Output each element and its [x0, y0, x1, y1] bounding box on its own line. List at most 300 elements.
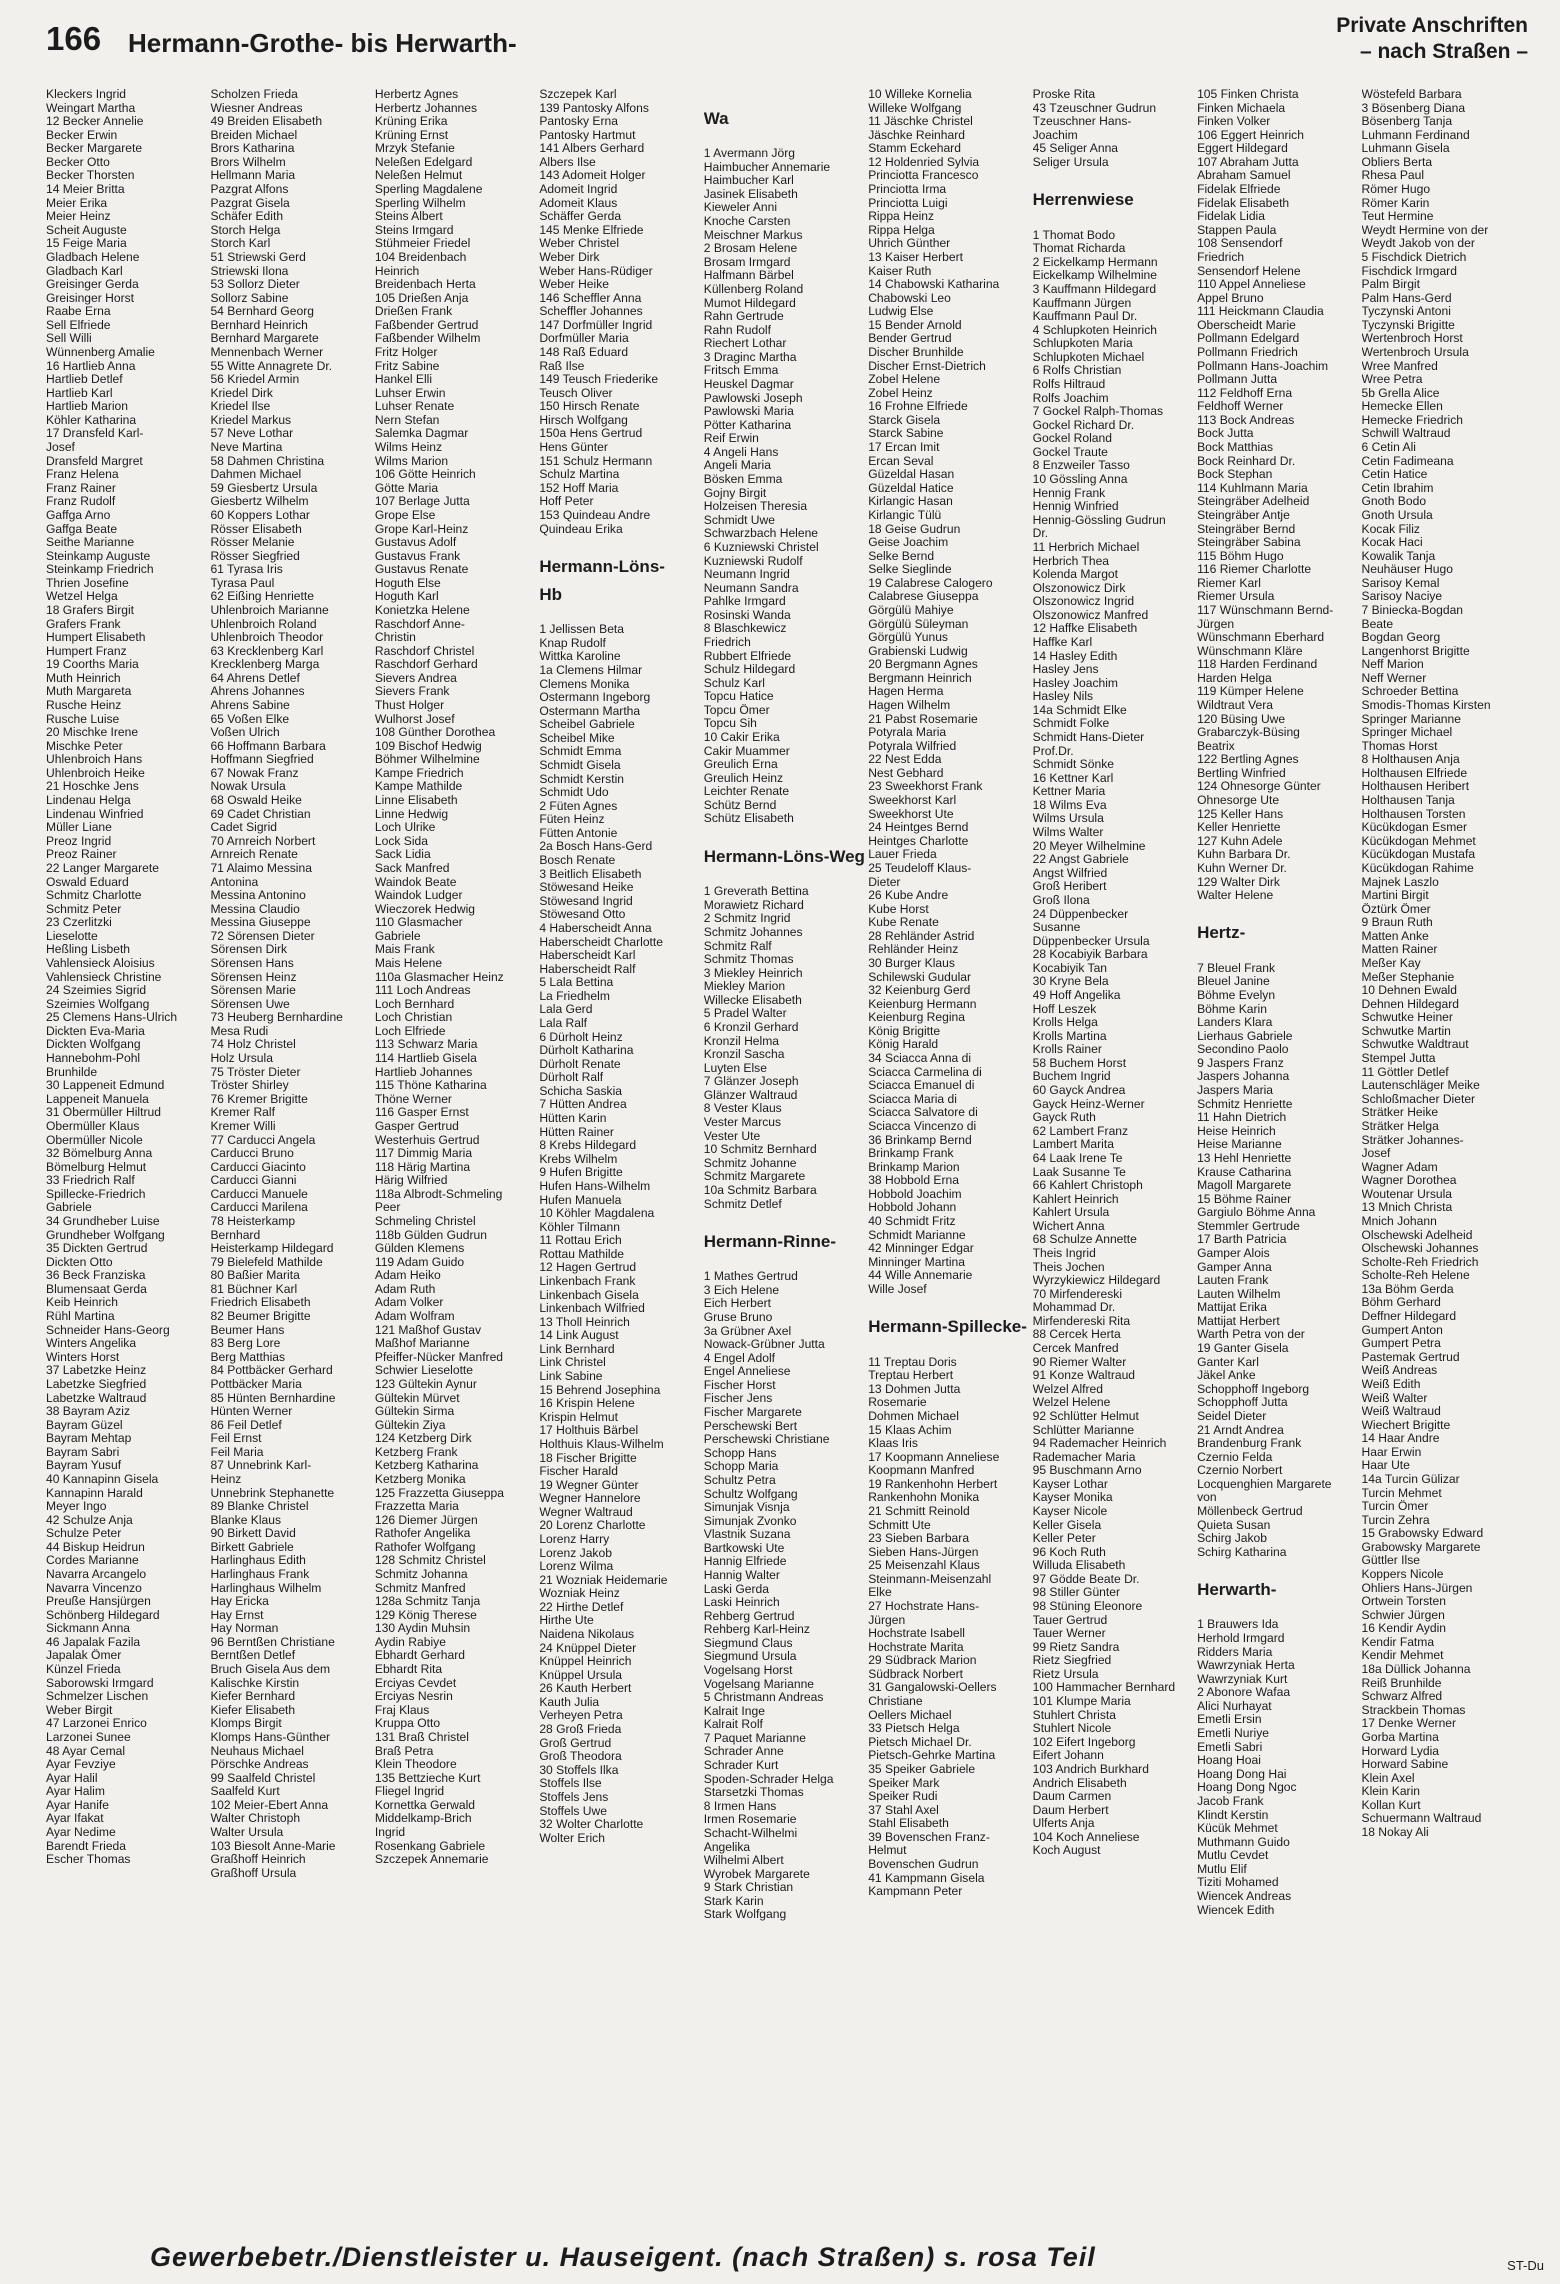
directory-entry: Schlütter Marianne [1032, 1423, 1135, 1437]
directory-entry: 63 Krecklenberg Karl [210, 644, 324, 658]
directory-entry: Gaffga Arno [46, 508, 111, 522]
directory-entry: Künzel Frieda [46, 1663, 121, 1677]
directory-entry: Escher Thomas [46, 1853, 131, 1867]
directory-entry: Sensendorf Helene [1197, 264, 1301, 278]
directory-entry: Schmidt Folke [1032, 717, 1110, 731]
directory-entry: 3 Bösenberg Diana [1361, 101, 1466, 115]
directory-entry: 83 Berg Lore [210, 1337, 281, 1351]
directory-entry: 16 Frohne Elfriede [868, 400, 968, 414]
directory-entry: Kornettka Gerwald [374, 1798, 476, 1812]
directory-entry: Rubbert Elfriede [703, 649, 792, 663]
directory-entry: Krolls Martina [1032, 1029, 1107, 1043]
directory-entry: 85 Hünten Bernhardine [210, 1391, 336, 1405]
directory-entry: Lauten Frank [1197, 1274, 1269, 1288]
directory-entry: 126 Diemer Jürgen [374, 1513, 478, 1527]
directory-entry: Tauer Gertrud [1032, 1613, 1108, 1627]
directory-entry: 19 Calabrese Calogero [868, 576, 993, 590]
directory-entry: Christin [374, 631, 416, 645]
directory-entry: Weydt Hermine von der [1361, 223, 1489, 237]
directory-entry: Turcin Ömer [1361, 1500, 1429, 1514]
directory-entry: 14 Link August [539, 1329, 619, 1343]
directory-entry: Hannig Elfriede [703, 1555, 787, 1569]
directory-entry: Pawlowski Maria [703, 405, 794, 419]
directory-entry: Hagen Wilhelm [868, 699, 951, 713]
directory-entry: Dr. [1032, 527, 1049, 541]
directory-entry: Oberscheidt Marie [1197, 318, 1296, 332]
directory-entry: 15 Grabowsky Edward [1361, 1527, 1484, 1541]
directory-entry: Turcin Zehra [1361, 1513, 1430, 1527]
directory-entry: Stark Wolfgang [703, 1908, 787, 1922]
directory-entry: Sörensen Hans [210, 957, 294, 970]
directory-entry: Lambert Marita [1032, 1138, 1114, 1152]
directory-entry: 26 Kauth Herbert [539, 1682, 632, 1696]
directory-entry: Feil Maria [210, 1445, 264, 1459]
directory-entry: 28 Rehländer Astrid [868, 929, 975, 943]
directory-entry: Güzeldal Hasan [868, 468, 955, 482]
directory-entry: 42 Minninger Edgar [868, 1242, 974, 1256]
directory-entry: 104 Breidenbach [374, 250, 467, 264]
directory-entry: 19 Coorths Maria [46, 658, 139, 672]
directory-entry: Weber Dirk [539, 250, 600, 264]
directory-entry: Hay Ericka [210, 1595, 269, 1609]
directory-entry: 6 Dürholt Heinz [539, 1030, 623, 1044]
directory-entry: Nowack-Grübner Jutta [703, 1338, 825, 1352]
directory-entry: Knüppel Heinrich [539, 1655, 632, 1669]
directory-entry [868, 1342, 1028, 1356]
directory-entry: Dahmen Michael [210, 468, 302, 482]
directory-entry: Schopphoff Jutta [1197, 1396, 1288, 1410]
directory-entry: 108 Günther Dorothea [374, 726, 496, 740]
directory-entry: Kalrait Inge [703, 1704, 765, 1718]
directory-entry: Keller Peter [1032, 1532, 1096, 1546]
directory-entry: Kuzniewski Rudolf [703, 554, 803, 568]
directory-entry: Finken Michaela [1197, 101, 1286, 115]
directory-entry: Emetli Ersin [1197, 1713, 1262, 1727]
directory-entry: 3 Miekley Heinrich [703, 966, 803, 980]
directory-entry: Dorfmüller Maria [539, 332, 629, 346]
directory-entry: 17 Ercan Imit [868, 441, 940, 455]
directory-entry: Waindok Ludger [374, 889, 463, 903]
directory-entry: Lappeneit Manuela [46, 1092, 149, 1106]
directory-entry: 33 Pietsch Helga [868, 1722, 960, 1736]
directory-entry: Grundheber Wolfgang [46, 1228, 165, 1242]
directory-entry: 117 Dimmig Maria [374, 1147, 473, 1161]
directory-entry: 9 Hufen Brigitte [539, 1166, 623, 1180]
directory-entry: Bayram Mehtap [46, 1432, 132, 1446]
directory-entry: Bock Matthias [1197, 441, 1274, 455]
directory-entry: Warth Petra von der [1197, 1328, 1305, 1342]
directory-entry: 25 Clemens Hans-Ulrich [46, 1011, 178, 1025]
directory-entry: Braß Petra [374, 1744, 434, 1758]
directory-entry: Secondino Paolo [1197, 1043, 1289, 1057]
directory-entry: Ohliers Hans-Jürgen [1361, 1581, 1473, 1595]
directory-entry: Wünnenberg Amalie [46, 345, 155, 359]
directory-entry: 17 Koopmann Anneliese [868, 1450, 1000, 1464]
directory-entry: Bartkowski Ute [703, 1541, 785, 1555]
directory-entry: Hünten Werner [210, 1405, 293, 1419]
directory-entry: Görgülü Mahiye [868, 603, 954, 617]
directory-entry: Härig Wilfried [374, 1174, 448, 1188]
directory-entry: Wilms Heinz [374, 441, 443, 455]
directory-entry: Kettner Maria [1032, 785, 1106, 799]
directory-entry: 12 Becker Annelie [46, 115, 144, 129]
directory-entry: Deffner Hildegard [1361, 1310, 1457, 1324]
directory-entry: Vester Ute [703, 1129, 761, 1143]
directory-entry: Sievers Andrea [374, 671, 457, 685]
directory-entry: Ayar Halil [46, 1771, 98, 1785]
directory-entry: Böhme Karin [1197, 1002, 1267, 1016]
directory-entry: 34 Sciacca Anna di [868, 1052, 972, 1066]
directory-entry: Rehberg Gertrud [703, 1609, 795, 1623]
directory-entry: Kube Renate [868, 916, 939, 930]
directory-entry: Sarisoy Naciye [1361, 590, 1443, 604]
directory-entry: Mumot Hildegard [703, 296, 796, 310]
directory-entry: Hennig Frank [1032, 486, 1106, 500]
directory-entry: 55 Witte Annagrete Dr. [210, 359, 333, 373]
directory-entry: Hirthe Ute [539, 1614, 594, 1628]
directory-entry: Oswald Eduard [46, 875, 129, 889]
directory-entry: Albers Ilse [539, 155, 596, 169]
directory-entry: Stempel Jutta [1361, 1052, 1436, 1066]
directory-entry: 65 Voßen Elke [210, 712, 290, 726]
directory-entry: Angelika [703, 1840, 751, 1854]
directory-entry [704, 134, 864, 148]
directory-entry: Raabe Erna [46, 305, 111, 319]
directory-entry: 114 Kuhlmann Maria [1197, 481, 1308, 495]
directory-entry: Humpert Elisabeth [46, 631, 146, 645]
directory-entry: Bergmann Heinrich [868, 671, 972, 685]
directory-entry: Heßling Lisbeth [46, 943, 131, 957]
directory-entry: Obliers Berta [1361, 155, 1433, 169]
directory-entry: 5 Christmann Andreas [703, 1691, 824, 1705]
directory-entry: Stahl Elisabeth [868, 1817, 949, 1831]
directory-column [46, 88, 210, 2214]
directory-entry: Linkenbach Gisela [539, 1288, 639, 1302]
directory-entry: Meier Heinz [46, 210, 111, 224]
directory-entry: 54 Bernhard Georg [210, 305, 314, 319]
directory-entry: Palm Hans-Gerd [1361, 291, 1452, 305]
directory-entry: Walter Helene [1197, 889, 1274, 903]
directory-entry: 111 Loch Andreas [374, 984, 471, 998]
directory-entry: Schlupkoten Maria [1032, 337, 1133, 351]
directory-entry: 13 Kaiser Herbert [868, 250, 963, 264]
directory-entry: Gockel Richard Dr. [1032, 418, 1135, 432]
directory-entry: Görgülü Yunus [868, 631, 948, 645]
directory-entry: 1 Thomat Bodo [1032, 228, 1116, 242]
directory-entry: Klomps Birgit [210, 1717, 282, 1731]
directory-entry: Aydin Rabiye [374, 1635, 446, 1649]
directory-entry: 8 Holthausen Anja [1361, 753, 1460, 767]
directory-entry: Wertenbroch Ursula [1361, 345, 1469, 359]
directory-entry: Schirg Katharina [1197, 1545, 1287, 1559]
directory-entry: Preoz Ingrid [46, 834, 112, 848]
directory-entry: Sarisoy Kemal [1361, 576, 1440, 590]
directory-entry: Dehnen Hildegard [1361, 997, 1459, 1011]
directory-entry: Schmitz Thomas [703, 953, 794, 967]
directory-entry: Haberscheidt Charlotte [539, 935, 664, 949]
directory-entry: Steins Albert [374, 210, 443, 224]
directory-entry: Gumpert Anton [1361, 1323, 1443, 1337]
directory-entry: Tauer Werner [1032, 1627, 1106, 1641]
directory-entry: Krüning Ernst [374, 128, 449, 142]
directory-entry: Adam Volker [374, 1296, 444, 1310]
directory-entry: Laski Gerda [703, 1582, 769, 1596]
directory-entry: 100 Hammacher Bernhard [1032, 1681, 1176, 1695]
directory-entry: 22 Angst Gabriele [1032, 853, 1129, 867]
directory-entry: 96 Koch Ruth [1032, 1545, 1106, 1559]
directory-entry: Leichter Renate [703, 785, 790, 799]
directory-entry [704, 1211, 864, 1225]
directory-entry [704, 1257, 864, 1271]
directory-entry: 149 Teusch Friederike [539, 373, 659, 387]
directory-entry: Stöwesand Heike [539, 881, 634, 895]
directory-entry: Gnoth Ursula [1361, 508, 1433, 522]
directory-entry: 102 Meier-Ebert Anna [210, 1798, 329, 1812]
directory-entry: 8 Vester Klaus [703, 1102, 782, 1116]
directory-entry: Saborowski Irmgard [46, 1676, 154, 1690]
directory-entry: Sciacca Vincenzo di [868, 1119, 977, 1133]
directory-entry: 147 Dorfmüller Ingrid [539, 318, 653, 332]
directory-entry: 26 Kube Andre [868, 889, 949, 903]
directory-entry: Stark Karin [703, 1894, 764, 1908]
directory-entry: 8 Blaschkewicz [703, 622, 787, 636]
directory-entry: Hirsch Wolfgang [539, 413, 628, 427]
directory-entry: Fliegel Ingrid [374, 1785, 445, 1799]
directory-entry: 97 Gödde Beate Dr. [1032, 1572, 1140, 1586]
directory-entry: 10 Willeke Kornelia [868, 88, 972, 101]
directory-entry: Wünschmann Kläre [1197, 644, 1303, 658]
directory-entry: Grope Else [374, 508, 436, 522]
directory-entry: 1 Brauwers Ida [1197, 1618, 1279, 1632]
directory-entry: Quieta Susan [1197, 1518, 1271, 1532]
directory-entry: Hütten Rainer [539, 1125, 614, 1139]
directory-entry: 3 Beitlich Elisabeth [539, 867, 642, 881]
directory-entry: Friedrich [1197, 250, 1245, 264]
directory-entry: 32 Wolter Charlotte [539, 1818, 644, 1832]
directory-entry: Harlinghaus Edith [210, 1554, 306, 1568]
directory-entry: Voßen Ulrich [210, 726, 280, 740]
directory-entry: 10a Schmitz Barbara [703, 1183, 817, 1197]
directory-entry: Holthuis Klaus-Wilhelm [539, 1437, 664, 1451]
directory-entry: Gayck Ruth [1032, 1111, 1096, 1125]
directory-entry: Schmidt Sönke [1032, 758, 1114, 772]
directory-entry: Bender Gertrud [868, 332, 952, 346]
directory-entry: Gustavus Adolf [374, 536, 457, 550]
directory-entry: 18 Nokay Ali [1361, 1826, 1429, 1839]
directory-entry: Fischer Harald [539, 1465, 618, 1479]
directory-entry: Weiß Waltraud [1361, 1405, 1441, 1419]
directory-entry: Steinmann-Meisenzahl [868, 1572, 992, 1586]
directory-entry: Loch Bernhard [374, 997, 455, 1011]
directory-entry: 12 Hagen Gertrud [539, 1261, 637, 1275]
directory-entry: Groß Heribert [1032, 880, 1107, 894]
street-heading: Hertz- [1197, 923, 1246, 943]
directory-entry: 18 Fischer Brigitte [539, 1451, 637, 1465]
directory-entry: Keib Heinrich [46, 1296, 118, 1310]
directory-entry: Hennig-Gössling Gudrun [1032, 513, 1166, 527]
directory-entry: Meischner Markus [703, 228, 803, 242]
directory-entry: Holthausen Torsten [1361, 807, 1466, 821]
directory-entry: Schäffer Gerda [539, 210, 622, 224]
directory-entry: Heise Heinrich [1197, 1124, 1276, 1138]
directory-entry: Mais Frank [374, 943, 435, 957]
street-heading: Hb [539, 584, 562, 604]
directory-entry: Krause Catharina [1197, 1165, 1292, 1179]
directory-entry: Lauer Frieda [868, 848, 937, 862]
page-header [0, 0, 1560, 82]
directory-entry: Hasley Jens [1032, 663, 1099, 677]
directory-entry: 107 Abraham Jutta [1197, 155, 1299, 169]
directory-entry: Storch Karl [210, 237, 271, 251]
directory-entry: Carducci Giacinto [210, 1160, 306, 1174]
directory-entry: 3 Draginc Martha [703, 350, 797, 364]
directory-entry: Ercan Seval [868, 454, 934, 468]
directory-entry: Schicha Saskia [539, 1084, 622, 1098]
directory-entry: Peer [374, 1201, 401, 1215]
directory-entry: Koppers Nicole [1361, 1568, 1444, 1582]
directory-entry: Kube Horst [868, 902, 929, 916]
directory-entry: Kronzil Sascha [703, 1048, 785, 1062]
directory-entry: Strackbein Thomas [1361, 1703, 1466, 1717]
directory-entry: Mischke Peter [46, 739, 123, 753]
directory-entry: Humpert Franz [46, 644, 127, 658]
directory-entry: Hufen Hans-Wilhelm [539, 1179, 651, 1193]
directory-entry: 7 Paquet Marianne [703, 1731, 806, 1745]
directory-entry: Fritz Holger [374, 345, 438, 359]
directory-entry: Kiefer Elisabeth [210, 1703, 296, 1717]
directory-entry: Scheibel Mike [539, 731, 615, 745]
directory-entry: 5 Pradel Walter [703, 1007, 787, 1021]
directory-entry: Cetin Fadimeana [1361, 454, 1454, 468]
directory-entry: Simunjak Visnja [703, 1501, 790, 1515]
directory-entry: 114 Hartlieb Gisela [374, 1052, 477, 1066]
directory-entry: 2 Brosam Helene [703, 242, 798, 256]
directory-entry: Kauffmann Jürgen [1032, 296, 1132, 310]
directory-entry: Gockel Traute [1032, 445, 1108, 459]
directory-entry: Keller Gisela [1032, 1518, 1102, 1532]
directory-entry: Welzel Helene [1032, 1396, 1111, 1410]
directory-entry: 123 Gültekin Aynur [374, 1377, 477, 1391]
directory-entry: Irmen Rosemarie [703, 1813, 797, 1827]
directory-entry: Erciyas Nesrin [374, 1690, 453, 1704]
directory-entry: Hasley Nils [1032, 690, 1094, 704]
directory-entry: Scheffler Johannes [539, 305, 643, 319]
directory-entry: 70 Mirfendereski [1032, 1287, 1123, 1301]
directory-entry: Schwier Jürgen [1361, 1608, 1445, 1622]
directory-entry: Welzel Alfred [1032, 1382, 1103, 1396]
directory-entry: Kendir Mehmet [1361, 1649, 1444, 1663]
page-range-title: Hermann-Grothe- bis Herwarth- [128, 28, 517, 58]
directory-entry: Pötter Katharina [703, 418, 792, 432]
directory-entry: Faßbender Wilhelm [374, 332, 481, 346]
directory-entry: Szeimies Wolfgang [46, 997, 150, 1011]
directory-entry: Linne Hedwig [374, 807, 449, 821]
directory-entry: Laski Heinrich [703, 1596, 780, 1610]
directory-column [539, 88, 703, 2214]
directory-entry: Kauffmann Paul Dr. [1032, 310, 1138, 324]
directory-entry: Wildtraut Vera [1197, 699, 1274, 713]
directory-entry: Pfeiffer-Nücker Manfred [374, 1350, 504, 1364]
directory-entry: 15 Feige Maria [46, 237, 127, 251]
directory-entry: Wulhorst Josef [374, 712, 455, 726]
street-heading: Hermann-Löns- [539, 556, 665, 576]
directory-entry: 46 Japalak Fazila [46, 1635, 141, 1649]
directory-entry: Wetzel Helga [46, 590, 118, 604]
directory-entry: Wiechert Brigitte [1361, 1418, 1451, 1432]
directory-entry: 15 Bender Arnold [868, 318, 962, 332]
directory-entry: 118a Albrodt-Schmeling [374, 1187, 503, 1201]
directory-entry: Lindenau Winfried [46, 807, 144, 821]
directory-entry: Perschewski Christiane [703, 1433, 830, 1447]
directory-entry: Sieben Hans-Jürgen [868, 1545, 979, 1559]
directory-entry: Klein Theodore [374, 1758, 457, 1772]
directory-entry: Schmitz Margarete [703, 1170, 806, 1184]
directory-entry: 49 Hoff Angelika [1032, 989, 1121, 1002]
directory-entry: Unnebrink Stephanette [210, 1486, 335, 1500]
directory-entry: Scheibel Gabriele [539, 718, 635, 732]
directory-entry: Fidelak Elfriede [1197, 183, 1281, 197]
directory-entry: 4 Schlupkoten Heinrich [1032, 323, 1157, 337]
directory-entry: Gojny Birgit [703, 486, 767, 500]
directory-entry: Pazgrat Alfons [210, 183, 289, 197]
directory-entry: Holz Ursula [210, 1052, 273, 1066]
directory-entry: 90 Riemer Walter [1032, 1355, 1127, 1369]
directory-entry: Cakir Muammer [703, 744, 790, 758]
directory-entry: Scholzen Frieda [210, 88, 298, 101]
directory-entry: Langenhorst Brigitte [1361, 644, 1470, 658]
directory-entry: Sörensen Marie [210, 984, 296, 998]
directory-entry: Theis Ingrid [1032, 1246, 1096, 1260]
section-title: Private Anschriften [1336, 14, 1528, 37]
directory-entry: Luhser Erwin [374, 386, 446, 400]
directory-entry: Wawrzyniak Herta [1197, 1659, 1295, 1673]
directory-entry: Jasinek Elisabeth [703, 187, 798, 201]
directory-entry: Kampe Mathilde [374, 780, 463, 794]
directory-entry: 102 Eifert Ingeborg [1032, 1735, 1136, 1749]
directory-entry: 7 Biniecka-Bogdan [1361, 603, 1464, 617]
directory-entry: Bosch Renate [539, 854, 616, 868]
directory-entry: Ganter Karl [1197, 1355, 1259, 1369]
directory-entry: Chabowski Leo [868, 291, 951, 305]
directory-entry: Seliger Ursula [1032, 155, 1109, 169]
directory-entry: Faßbender Gertrud [374, 318, 479, 332]
directory-entry: 109 Bischof Hedwig [374, 739, 482, 753]
directory-entry: Kauth Julia [539, 1695, 600, 1709]
directory-entry: Rippa Heinz [868, 210, 935, 224]
directory-entry: 129 König Therese [374, 1608, 477, 1622]
directory-entry: Fischer Jens [703, 1392, 773, 1406]
directory-entry: Grabarczyk-Büsing [1197, 726, 1300, 740]
directory-entry: Koch August [1032, 1844, 1101, 1858]
directory-entry: Haar Erwin [1361, 1445, 1422, 1459]
directory-entry: Kriedel Ilse [210, 400, 271, 414]
directory-entry: Labetzke Siegfried [46, 1377, 147, 1391]
directory-entry: Wilms Ursula [1032, 812, 1104, 826]
directory-entry: Gayck Heinz-Werner [1032, 1097, 1145, 1111]
directory-entry: Herbertz Agnes [374, 88, 459, 101]
directory-entry: 148 Raß Eduard [539, 345, 629, 359]
directory-entry: Schmitz Johanne [703, 1156, 797, 1170]
directory-entry: Fritsch Emma [703, 364, 779, 378]
directory-entry: Wünschmann Eberhard [1197, 631, 1325, 645]
directory-entry: Steingräber Adelheid [1197, 495, 1310, 509]
directory-entry: Steinkamp Auguste [46, 549, 151, 563]
directory-entry: Schopphoff Ingeborg [1197, 1382, 1310, 1396]
directory-entry: 2 Eickelkamp Hermann [1032, 255, 1158, 269]
directory-entry: Gasper Gertrud [374, 1119, 459, 1133]
directory-entry: Feil Ernst [210, 1432, 262, 1446]
directory-entry: 14 Haar Andre [1361, 1432, 1440, 1446]
